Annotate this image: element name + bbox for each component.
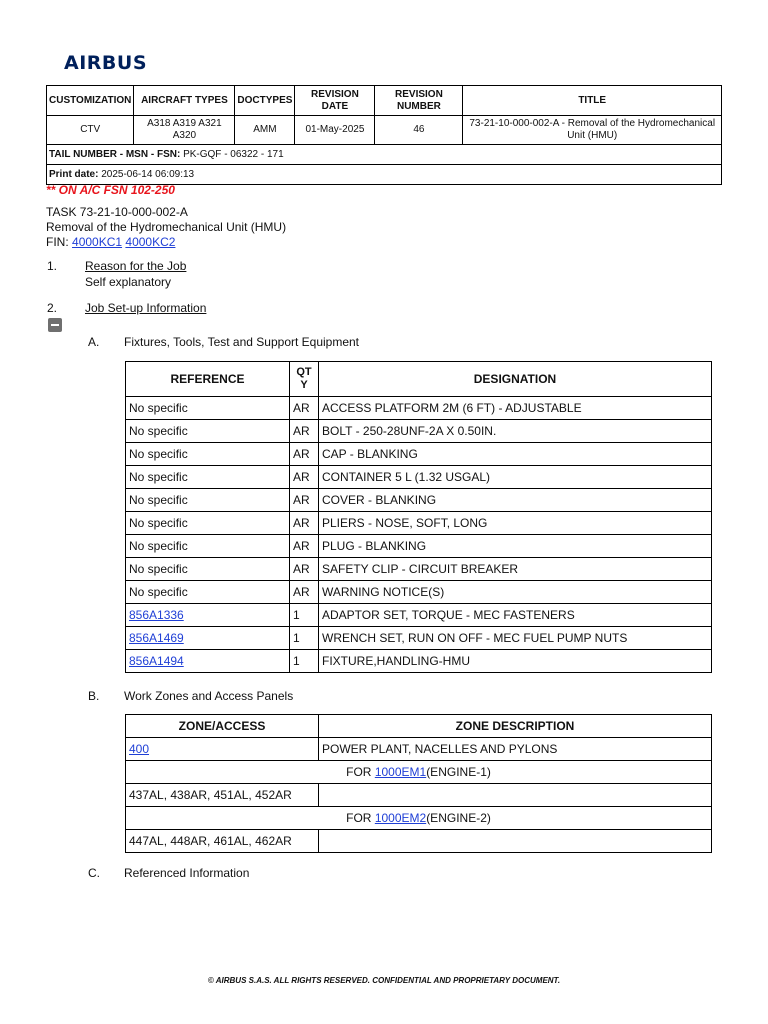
- table-row: [126, 466, 712, 489]
- engine-1-panels-description: [319, 784, 712, 807]
- tool-reference: No specific: [126, 535, 290, 558]
- table-row: [126, 443, 712, 466]
- tool-reference-link[interactable]: 856A1469: [129, 631, 184, 645]
- tool-reference: No specific: [126, 558, 290, 581]
- tool-designation: BOLT - 250-28UNF-2A X 0.50IN.: [319, 420, 712, 443]
- table-row: [126, 830, 712, 853]
- table-row: [126, 784, 712, 807]
- header-col-customization: CUSTOMIZATION: [47, 86, 134, 116]
- engine-1-link[interactable]: 1000EM1: [374, 765, 427, 779]
- tool-designation: SAFETY CLIP - CIRCUIT BREAKER: [319, 558, 712, 581]
- tool-designation: PLIERS - NOSE, SOFT, LONG: [319, 512, 712, 535]
- tools-header-reference: REFERENCE: [126, 362, 290, 397]
- table-row: [126, 420, 712, 443]
- engine-2-link[interactable]: 1000EM2: [374, 811, 427, 825]
- engine-1-suffix: (ENGINE-1): [426, 765, 491, 779]
- header-aircraft-types-value: A318 A319 A321 A320: [134, 116, 235, 145]
- fin-link-4000kc1[interactable]: 4000KC1: [72, 235, 123, 249]
- task-id: TASK 73-21-10-000-002-A: [46, 205, 188, 219]
- section-number: C.: [88, 866, 100, 880]
- fin-link-4000kc2[interactable]: 4000KC2: [125, 235, 176, 249]
- tool-designation: COVER - BLANKING: [319, 489, 712, 512]
- tool-reference: No specific: [126, 420, 290, 443]
- print-date-value: 2025-06-14 06:09:13: [101, 168, 195, 180]
- tool-qty: 1: [290, 604, 319, 627]
- tool-designation: CAP - BLANKING: [319, 443, 712, 466]
- engine-2-panels: 447AL, 448AR, 461AL, 462AR: [126, 830, 319, 853]
- tail-number-row: [47, 145, 722, 165]
- section-title: Fixtures, Tools, Test and Support Equipment: [124, 335, 360, 349]
- header-col-doctypes: DOCTYPES: [235, 86, 295, 116]
- zones-header-description: ZONE DESCRIPTION: [319, 715, 712, 738]
- tool-qty: AR: [290, 420, 319, 443]
- table-row: [126, 558, 712, 581]
- header-col-revision-date: REVISION DATE: [295, 86, 375, 116]
- tool-qty: AR: [290, 535, 319, 558]
- table-row: [126, 761, 712, 784]
- header-title-value: 73-21-10-000-002-A - Removal of the Hydromechanical Unit (HMU): [463, 116, 722, 145]
- step-body: Self explanatory: [85, 275, 172, 289]
- zones-table: [125, 714, 712, 853]
- tool-qty: AR: [290, 397, 319, 420]
- header-col-revision-number: REVISION NUMBER: [375, 86, 463, 116]
- tool-designation: WARNING NOTICE(S): [319, 581, 712, 604]
- tool-reference: [126, 604, 290, 627]
- engine-2-row: [126, 807, 712, 830]
- tool-reference: [126, 627, 290, 650]
- zones-header-access: ZONE/ACCESS: [126, 715, 319, 738]
- table-row: [126, 581, 712, 604]
- table-row: [126, 489, 712, 512]
- table-row: [126, 512, 712, 535]
- section-number: B.: [88, 689, 100, 703]
- step-reason: [47, 258, 447, 292]
- section-title: Referenced Information: [124, 866, 250, 880]
- tail-number-value: PK-GQF - 06322 - 171: [183, 148, 284, 160]
- table-row: [126, 397, 712, 420]
- step-title[interactable]: Job Set-up Information: [85, 301, 207, 315]
- tool-qty: AR: [290, 558, 319, 581]
- tool-reference-link[interactable]: 856A1494: [129, 654, 184, 668]
- step-number: 1.: [47, 259, 58, 273]
- engine-1-prefix: FOR: [346, 765, 372, 779]
- engine-2-panels-description: [319, 830, 712, 853]
- header-customization-value: CTV: [47, 116, 134, 145]
- tools-header-designation: DESIGNATION: [319, 362, 712, 397]
- header-col-aircraft-types: AIRCRAFT TYPES: [134, 86, 235, 116]
- section-number: A.: [88, 335, 100, 349]
- tool-reference: No specific: [126, 397, 290, 420]
- document-header-table: [46, 85, 722, 185]
- step-title[interactable]: Reason for the Job: [85, 259, 187, 273]
- task-title: Removal of the Hydromechanical Unit (HMU): [46, 220, 287, 234]
- engine-1-row: [126, 761, 712, 784]
- tools-header-qty-text: QTY: [296, 366, 312, 391]
- copyright-footer: © AIRBUS S.A.S. ALL RIGHTS RESERVED. CONFIDENTIAL AND PROPRIETARY DOCUMENT.: [207, 976, 561, 985]
- table-row: [126, 650, 712, 673]
- table-row: [126, 738, 712, 761]
- airbus-logo: AIRBUS: [64, 52, 147, 74]
- tool-qty: AR: [290, 489, 319, 512]
- header-col-title: TITLE: [463, 86, 722, 116]
- tool-reference: No specific: [126, 443, 290, 466]
- tool-reference: [126, 650, 290, 673]
- task-block: [46, 205, 286, 250]
- tool-reference: No specific: [126, 466, 290, 489]
- step-job-setup: [47, 300, 447, 316]
- engine-2-suffix: (ENGINE-2): [426, 811, 491, 825]
- tool-qty: AR: [290, 443, 319, 466]
- tool-designation: ADAPTOR SET, TORQUE - MEC FASTENERS: [319, 604, 712, 627]
- section-title: Work Zones and Access Panels: [124, 689, 294, 703]
- table-row: [126, 604, 712, 627]
- print-date-row: [47, 165, 722, 185]
- tool-qty: AR: [290, 512, 319, 535]
- tool-reference: No specific: [126, 581, 290, 604]
- zone-cell: [126, 738, 319, 761]
- tool-reference-link[interactable]: 856A1336: [129, 608, 184, 622]
- tool-designation: PLUG - BLANKING: [319, 535, 712, 558]
- header-revision-date-value: 01-May-2025: [295, 116, 375, 145]
- section-b: [88, 689, 488, 705]
- table-row: [126, 807, 712, 830]
- section-c: [88, 866, 488, 882]
- collapse-icon[interactable]: [48, 318, 62, 332]
- tool-qty: AR: [290, 466, 319, 489]
- tool-designation: FIXTURE,HANDLING-HMU: [319, 650, 712, 673]
- tool-reference: No specific: [126, 489, 290, 512]
- zone-description: POWER PLANT, NACELLES AND PYLONS: [319, 738, 712, 761]
- fin-label: FIN:: [46, 235, 69, 249]
- effectivity-note: ** ON A/C FSN 102-250: [46, 183, 175, 197]
- tail-number-label: TAIL NUMBER - MSN - FSN:: [49, 148, 181, 160]
- tool-qty: 1: [290, 650, 319, 673]
- table-row: [126, 535, 712, 558]
- engine-2-prefix: FOR: [346, 811, 372, 825]
- tool-designation: CONTAINER 5 L (1.32 USGAL): [319, 466, 712, 489]
- header-revision-number-value: 46: [375, 116, 463, 145]
- step-number: 2.: [47, 301, 58, 315]
- tool-designation: WRENCH SET, RUN ON OFF - MEC FUEL PUMP NUTS: [319, 627, 712, 650]
- tool-qty: AR: [290, 581, 319, 604]
- engine-1-panels: 437AL, 438AR, 451AL, 452AR: [126, 784, 319, 807]
- tools-table: [125, 361, 712, 673]
- table-row: [126, 627, 712, 650]
- fin-line: [46, 235, 286, 250]
- section-a: [88, 335, 488, 351]
- print-date-label: Print date:: [49, 168, 99, 180]
- zone-link-400[interactable]: 400: [129, 742, 150, 756]
- tool-qty: 1: [290, 627, 319, 650]
- header-doctypes-value: AMM: [235, 116, 295, 145]
- tools-header-qty: [290, 362, 319, 397]
- tool-reference: No specific: [126, 512, 290, 535]
- tool-designation: ACCESS PLATFORM 2M (6 FT) - ADJUSTABLE: [319, 397, 712, 420]
